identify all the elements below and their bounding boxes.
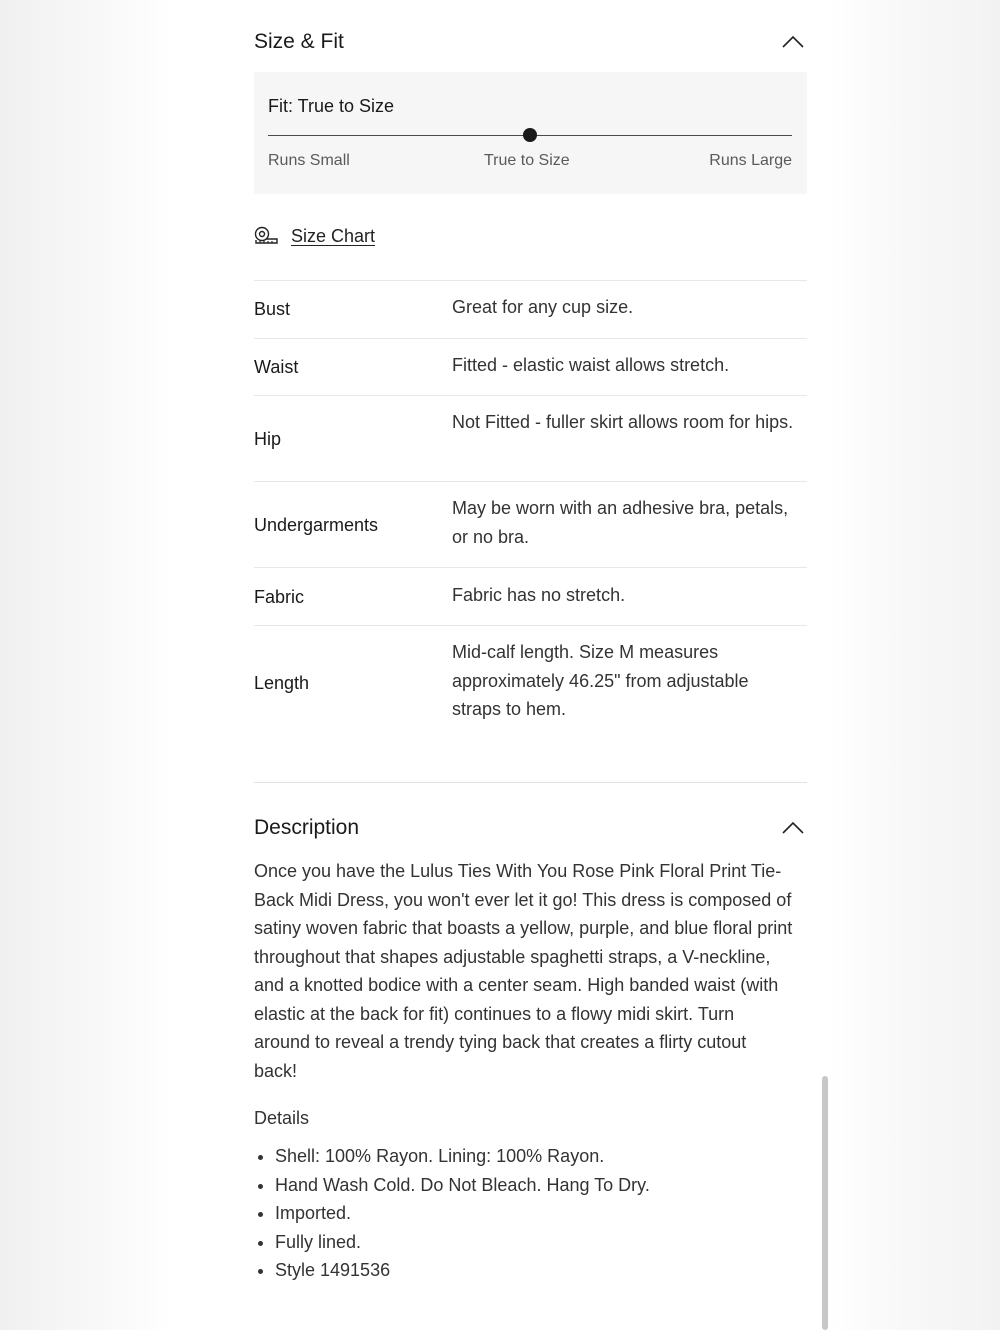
details-item: • Shell: 100% Rayon. Lining: 100% Rayon. xyxy=(275,1142,650,1171)
fit-row-label: Waist xyxy=(254,357,299,377)
chevron-up-icon[interactable] xyxy=(781,30,805,54)
description-text: Once you have the Lulus Ties With You Rose Pink Floral Print Tie-Back Midi Dress, you won't ever let it go! This dress is composed of satiny woven fabric that boasts a yellow, purple, and blue floral print throughout that shapes adjustable spaghetti straps, a V-neckline, and a knotted bodice with a center seam. High banded waist (with elastic at the back for fit) continues to a flowy midi skirt. Turn around to reveal a trendy tying back that creates a flirty cutout back! xyxy=(254,861,793,1081)
size-chart-label: Size Chart xyxy=(291,225,376,246)
scrollbar-thumb[interactable] xyxy=(822,1076,828,1330)
fit-row-value: Great for any cup size. xyxy=(452,297,634,317)
fit-row-label: Length xyxy=(254,673,310,693)
fit-row-length xyxy=(254,625,807,736)
fit-label-true-to-size: True to Size xyxy=(484,152,570,169)
fit-label-runs-small: Runs Small xyxy=(268,152,350,169)
fit-row-value: Not Fitted - fuller skirt allows room for hips. xyxy=(452,412,794,432)
fit-scale-marker xyxy=(523,128,537,142)
fit-row-fabric xyxy=(254,567,807,625)
description-title: Description xyxy=(254,816,360,839)
fit-row-label: Hip xyxy=(254,429,282,449)
details-item: • Imported. xyxy=(275,1199,650,1228)
details-item: • Fully lined. xyxy=(275,1228,650,1257)
fit-title: Fit: True to Size xyxy=(268,96,395,116)
fit-row-bust xyxy=(254,280,807,339)
description-header[interactable] xyxy=(254,808,807,848)
fit-row-label: Fabric xyxy=(254,587,305,607)
fit-row-value: May be worn with an adhesive bra, petals, or no bra. xyxy=(452,498,789,547)
fit-label-runs-large: Runs Large xyxy=(709,152,792,169)
fit-row-label: Undergarments xyxy=(254,515,379,535)
details-title: Details xyxy=(254,1108,310,1128)
measuring-tape-icon xyxy=(254,226,278,246)
chevron-up-icon[interactable] xyxy=(781,816,805,840)
fit-row-value: Mid-calf length. Size M measures approximately 46.25" from adjustable straps to hem. xyxy=(452,642,749,719)
size-chart-link[interactable] xyxy=(254,224,375,248)
details-item: • Hand Wash Cold. Do Not Bleach. Hang To Dry. xyxy=(275,1171,650,1200)
details-list xyxy=(254,1142,650,1285)
fit-row-hip xyxy=(254,395,807,482)
product-details-panel xyxy=(174,0,828,1330)
fit-row-value: Fitted - elastic waist allows stretch. xyxy=(452,355,730,375)
fit-row-label: Bust xyxy=(254,299,291,319)
size-fit-title: Size & Fit xyxy=(254,30,344,53)
fit-indicator xyxy=(254,72,807,194)
fit-row-undergarments xyxy=(254,481,807,568)
fit-row-waist xyxy=(254,338,807,396)
details-item: • Style 1491536 xyxy=(275,1256,650,1285)
size-fit-header[interactable] xyxy=(254,22,807,62)
section-divider xyxy=(254,782,807,783)
fit-row-value: Fabric has no stretch. xyxy=(452,585,626,605)
product-details-content xyxy=(254,0,807,1330)
